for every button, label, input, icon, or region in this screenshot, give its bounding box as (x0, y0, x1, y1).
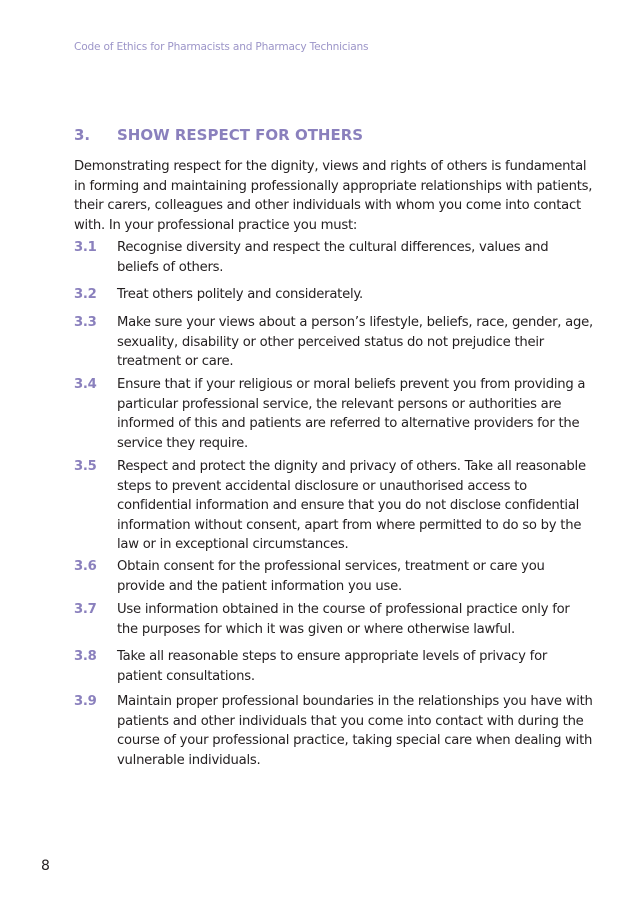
section-number: 3. (74, 126, 91, 144)
clause-text: Respect and protect the dignity and privacy of others. Take all reasonable steps to prevent accidental disclosure or unauthorised access to confidential information and ensure that you do not disclose confidential information without consent, apart from where permitted to do so by the law or in exceptional circumstances. (117, 459, 586, 553)
clause-item (74, 600, 594, 639)
clause-number: 3.1 (74, 240, 97, 255)
clause-text: Recognise diversity and respect the cultural differences, values and beliefs of others. (117, 240, 549, 275)
clause-text: Take all reasonable steps to ensure appropriate levels of privacy for patient consultations. (117, 649, 548, 684)
clause-number: 3.9 (74, 694, 97, 709)
clause-number: 3.7 (74, 602, 97, 617)
clause-number: 3.6 (74, 559, 97, 574)
clause-item (74, 375, 594, 453)
clause-text: Use information obtained in the course of professional practice only for the purposes for which it was given or where otherwise lawful. (117, 602, 570, 637)
clause-item (74, 313, 594, 372)
clause-number: 3.4 (74, 377, 97, 392)
clause-item (74, 647, 594, 686)
clause-item (74, 692, 594, 770)
clause-number: 3.2 (74, 287, 97, 302)
clause-item (74, 557, 594, 596)
clause-number: 3.8 (74, 649, 97, 664)
page-number: 8 (41, 858, 50, 874)
section-title: SHOW RESPECT FOR OTHERS (117, 126, 364, 144)
section-intro: Demonstrating respect for the dignity, views and rights of others is fundamental in forming and maintaining professionally appropriate relationships with patients, their carers, colleagues and other individuals with whom you come into contact with. In your professional practice you must: (74, 159, 593, 233)
clause-text: Treat others politely and considerately. (117, 287, 363, 302)
clause-number: 3.3 (74, 315, 97, 330)
clause-item (74, 238, 594, 277)
clause-item (74, 285, 594, 305)
clause-text: Ensure that if your religious or moral beliefs prevent you from providing a particular professional service, the relevant persons or authorities are informed of this and patients are referred to alternative providers for the service they require. (117, 377, 586, 451)
clause-number: 3.5 (74, 459, 97, 474)
clause-text: Maintain proper professional boundaries in the relationships you have with patients and other individuals that you come into contact with during the course of your professional practice, taking special care when dealing with vulnerable individuals. (117, 694, 593, 768)
clause-text: Obtain consent for the professional services, treatment or care you provide and the patient information you use. (117, 559, 545, 594)
clause-text: Make sure your views about a person’s lifestyle, beliefs, race, gender, age, sexuality, disability or other perceived status do not prejudice their treatment or care. (117, 315, 593, 370)
clause-item (74, 457, 594, 555)
running-header: Code of Ethics for Pharmacists and Pharmacy Technicians (74, 41, 369, 53)
